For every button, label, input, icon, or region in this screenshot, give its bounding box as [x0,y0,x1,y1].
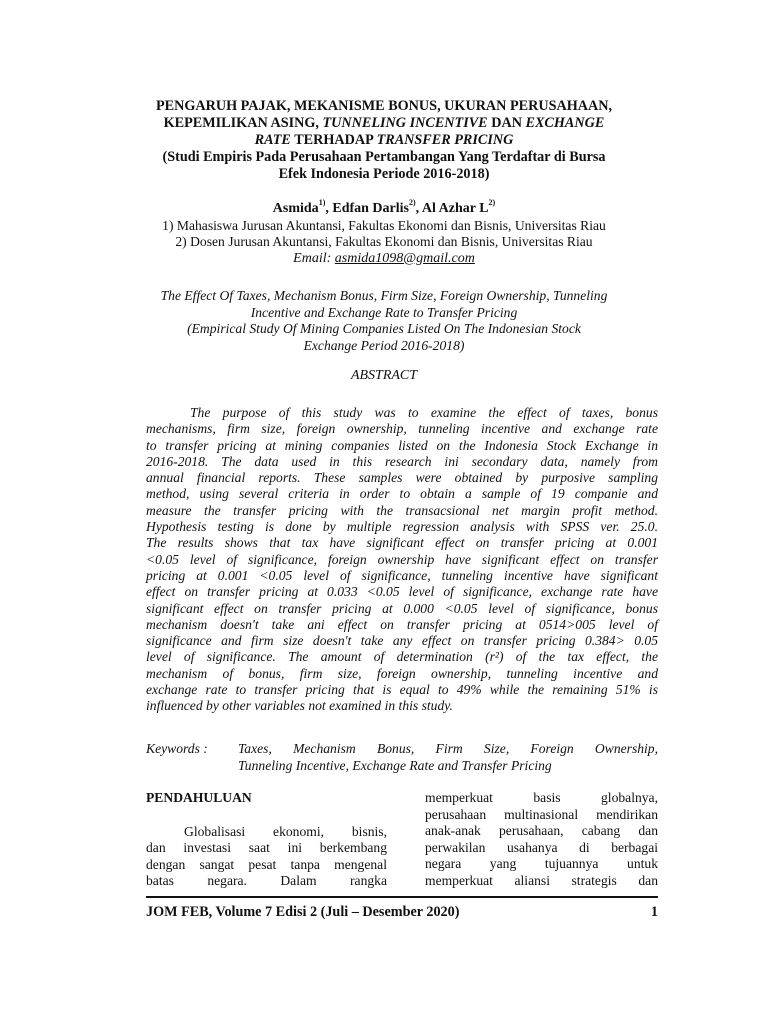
title-line-2: KEPEMILIKAN ASING, TUNNELING INCENTIVE DAN EXCHANGE [163,115,605,131]
paper-title [120,98,648,183]
author-names: Asmida$^{1)}$, Edfan Darlis$^{2)}$, Al Azhar $L^{2)}$ [272,198,496,216]
body-line: anak-anak perusahaan, cabang dan [425,823,658,838]
keywords-line-2: Tunneling Incentive, Exchange Rate and Transfer Pricing [238,758,552,773]
footer-divider [146,896,658,898]
body-line: dan investasi saat ini berkembang [146,840,387,855]
abstract-heading: ABSTRACT [350,368,418,383]
email-link[interactable]: asmida1098@gmail.com [334,250,475,266]
keywords-label: Keywords : [146,741,208,756]
english-title-line-3: (Empirical Study Of Mining Companies Listed On The Indonesian Stock [187,321,581,336]
english-title-line-4: Exchange Period 2016-2018) [303,337,465,353]
affiliation-2: 2) Dosen Jurusan Akuntansi, Fakultas Ekonomi dan Bisnis, Universitas Riau [175,234,593,249]
abstract-line: The purpose of this study was to examine the effect of taxes, bonus [190,405,658,420]
title-subtitle-1: (Studi Empiris Pada Perusahaan Pertambangan Yang Terdaftar di Bursa [162,149,606,165]
abstract-line: measure the transfer pricing with the transacsional net margin profit method. [146,502,658,518]
abstract-line: <0.05 level of significance, foreign ownership have significant effect on transfer [146,551,658,567]
abstract-line: exchange rate to transfer pricing that is equal to 49% while the remaining 51% is [146,682,658,698]
title-line-3: RATE TERHADAP TRANSFER PRICING [254,132,514,148]
abstract-line: 2016-2018. The data used in this research ini secondary data, namely from [146,453,658,469]
body-line: batas negara. Dalam rangka [146,873,387,888]
abstract-body [146,405,658,715]
page-number: 1 [650,904,658,920]
title-line-1: PENGARUH PAJAK, MEKANISME BONUS, UKURAN PERUSAHAAN, [155,98,613,114]
author-email: Email: asmida1098@gmail.com [293,250,475,266]
abstract-line: method, using several criteria in order to obtain a sample of 19 companie and [146,486,658,502]
body-line: perwakilan usahanya di berbagai [425,839,658,855]
abstract-line: annual financial reports. These samples were obtained by purposive sampling [146,470,658,486]
author-block [110,198,658,267]
affiliation-1: 1) Mahasiswa Jurusan Akuntansi, Fakultas Ekonomi dan Bisnis, Universitas Riau [162,217,606,233]
abstract-line: to transfer pricing at mining companies listed on the Indonesia Stock Exchange in [146,437,658,453]
abstract-line: mechanism of bonus, firm size, foreign ownership, tunneling incentive and [146,665,658,681]
abstract-line: significant effect on transfer pricing at 0.000 <0.05 level of significance, bonus [146,600,658,616]
title-subtitle-2: Efek Indonesia Periode 2016-2018) [278,166,490,182]
body-line: dengan sangat pesat tanpa mengenal [146,856,387,872]
abstract-line: The results shows that tax have significant effect on transfer pricing at 0.001 [146,535,658,551]
abstract-line: pricing at 0.001 <0.05 level of significance, tunneling incentive have significant [146,567,658,583]
journal-info: JOM FEB, Volume 7 Edisi 2 (Juli – Desember 2020) [146,904,460,920]
keywords-line-1: Taxes, Mechanism Bonus, Firm Size, Foreign Ownership, [238,741,658,756]
english-title-line-2: Incentive and Exchange Rate to Transfer Pricing [250,304,518,320]
body-column-right [425,790,658,889]
abstract-line: level of significance. The amount of determination (r²) of the tax effect, the [146,649,658,665]
body-column-left [146,790,387,890]
abstract-line: mechanisms, firm size, foreign ownership, tunneling incentive and exchange rate [146,421,658,437]
abstract-line: significance and firm size doesn't take any effect on transfer pricing 0.384> 0.05 [146,633,658,649]
english-title [130,288,638,354]
body-line: memperkuat aliansi strategis dan [425,872,658,888]
abstract-line: effect on transfer pricing at 0.033 <0.05 level of significance, exchange rate have [146,584,658,600]
abstract-line: mechanism doesn't take ani effect on transfer pricing at 0514>005 level of [146,616,658,632]
section-heading: PENDAHULUAN [146,790,252,805]
body-line: Globalisasi ekonomi, bisnis, [184,823,387,839]
body-line: negara yang tujuannya untuk [425,856,658,871]
abstract-line: influenced by other variables not examined in this study. [146,698,453,714]
body-line: perusahaan multinasional mendirikan [425,806,658,822]
body-line: memperkuat basis globalnya, [425,790,658,805]
english-title-line-1: The Effect Of Taxes, Mechanism Bonus, Firm Size, Foreign Ownership, Tunneling [160,288,608,303]
abstract-line: Hypothesis testing is done by multiple regression analysis with SPSS ver. 25.0. [146,519,658,535]
